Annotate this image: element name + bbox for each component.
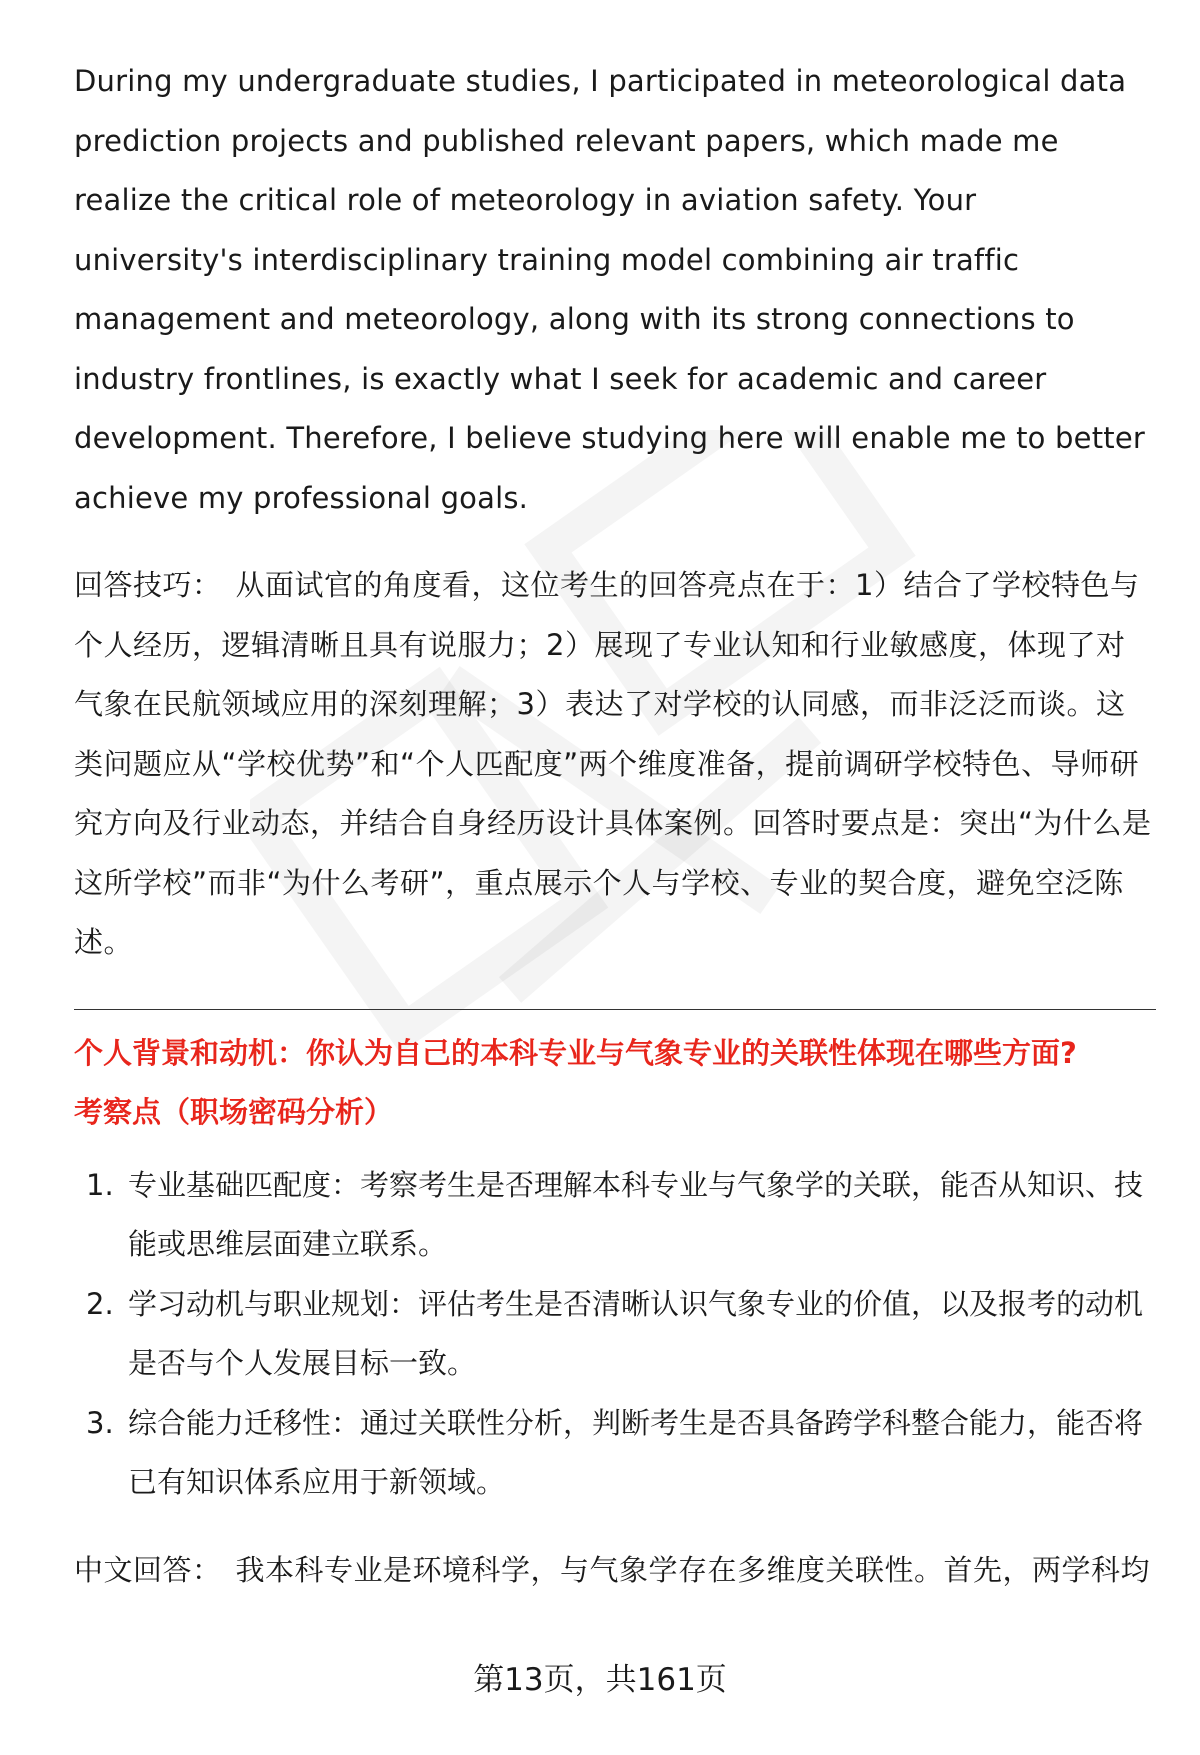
list-item-text: 专业基础匹配度：考察考生是否理解本科专业与气象学的关联，能否从知识、技能或思维层面建立联系。 — [128, 1167, 1144, 1261]
chinese-answer-label: 中文回答： — [74, 1552, 222, 1587]
answer-tips-text: 从面试官的角度看，这位考生的回答亮点在于：1）结合了学校特色与个人经历，逻辑清晰且具有说服力；2）展现了专业认知和行业敏感度，体现了对气象在民航领域应用的深刻理解；3）表达了对学校的认同感，而非泛泛而谈。这类问题应从“学校优势”和“个人匹配度”两个维度准备，提前调研学校特色、导师研究方向及行业动态，并结合自身经历设计具体案例。回答时要点是：突出“为什么是这所学校”而非“为什么考研”，重点展示个人与学校、专业的契合度，避免空泛陈述。 — [74, 568, 1152, 959]
list-item-number: 2. — [86, 1286, 114, 1321]
page-footer: 第13页，共161页 — [473, 1662, 727, 1698]
points-heading: 考察点（职场密码分析） — [74, 1094, 394, 1129]
document-page — [74, 52, 1154, 1600]
chinese-answer — [74, 1541, 1154, 1601]
english-answer: During my undergraduate studies, I participated in meteorological data prediction projects and published relevant papers, which made me realize the critical role of meteorology in aviation safety. Your university's interdisciplinary training model combining air traffic management and meteorology, along with its strong connections to industry frontlines, is exactly what I seek for academic and career development. Therefore, I believe studying here will enable me to better achieve my professional goals. — [74, 64, 1146, 515]
answer-tips — [74, 556, 1154, 973]
list-item-text: 综合能力迁移性：通过关联性分析，判断考生是否具备跨学科整合能力，能否将已有知识体系应用于新领域。 — [128, 1405, 1144, 1499]
question-title: 个人背景和动机：你认为自己的本科专业与气象专业的关联性体现在哪些方面? — [74, 1035, 1077, 1070]
list-item — [74, 1394, 1154, 1513]
list-item-number: 3. — [86, 1405, 114, 1440]
list-item — [74, 1156, 1154, 1275]
assessment-points-list — [74, 1156, 1154, 1513]
chinese-answer-text: 我本科专业是环境科学，与气象学存在多维度关联性。首先，两学科均 — [235, 1552, 1151, 1587]
answer-tips-label: 回答技巧： — [74, 568, 222, 602]
list-item-number: 1. — [86, 1167, 114, 1202]
list-item — [74, 1275, 1154, 1394]
list-item-text: 学习动机与职业规划：评估考生是否清晰认识气象专业的价值，以及报考的动机是否与个人发展目标一致。 — [128, 1286, 1144, 1380]
